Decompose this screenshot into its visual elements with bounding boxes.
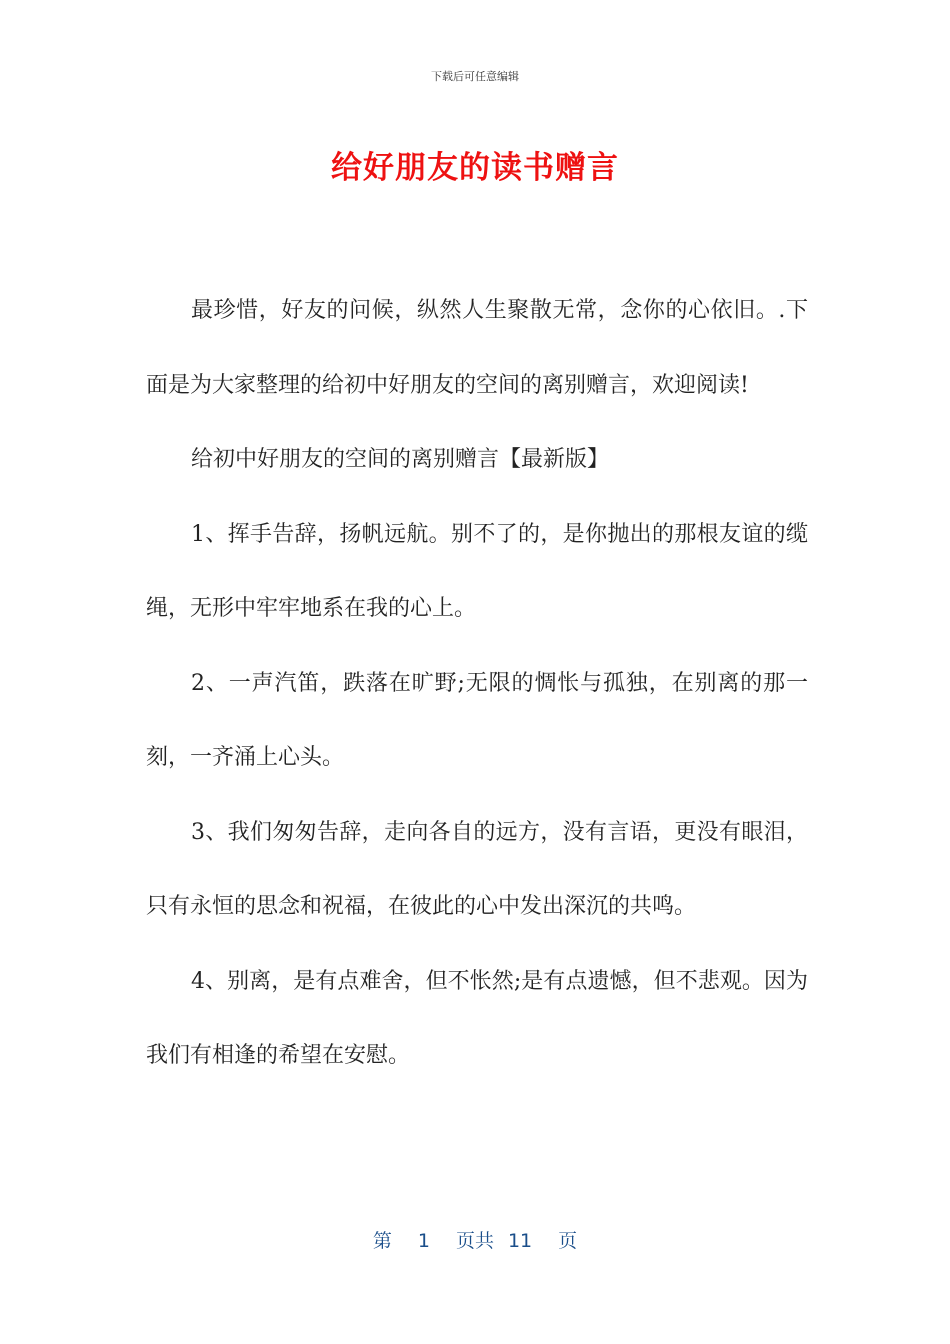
paragraph-item-4: 4、别离，是有点难舍，但不怅然;是有点遗憾，但不悲观。因为我们有相逢的希望在安慰。	[146, 968, 808, 1068]
footer-page-prefix: 第	[372, 1230, 392, 1252]
paragraph-intro: 最珍惜，好友的问候，纵然人生聚散无常，念你的心依旧。.下面是为大家整理的给初中好朋友的空间的离别赠言，欢迎阅读!	[146, 298, 808, 398]
header-note: 下载后可任意编辑	[431, 70, 519, 83]
document-body	[146, 274, 808, 1094]
footer-page-number: 1	[417, 1230, 430, 1252]
paragraph-item-1: 1、挥手告辞，扬帆远航。别不了的，是你抛出的那根友谊的缆绳，无形中牢牢地系在我的心上。	[146, 521, 808, 621]
document-title: 给好朋友的读书赠言	[331, 150, 619, 186]
footer-page-middle: 页共	[455, 1230, 494, 1252]
paragraph-subheading: 给初中好朋友的空间的离别赠言【最新版】	[191, 447, 610, 472]
footer-page-suffix: 页	[558, 1230, 578, 1252]
paragraph-item-2: 2、一声汽笛，跌落在旷野;无限的惆怅与孤独，在别离的那一刻，一齐涌上心头。	[146, 670, 808, 770]
footer-total-pages: 11	[507, 1230, 533, 1252]
paragraph-item-3: 3、我们匆匆告辞，走向各自的远方，没有言语，更没有眼泪，只有永恒的思念和祝福，在彼此的心中发出深沉的共鸣。	[146, 819, 808, 919]
page-footer	[0, 1226, 950, 1253]
